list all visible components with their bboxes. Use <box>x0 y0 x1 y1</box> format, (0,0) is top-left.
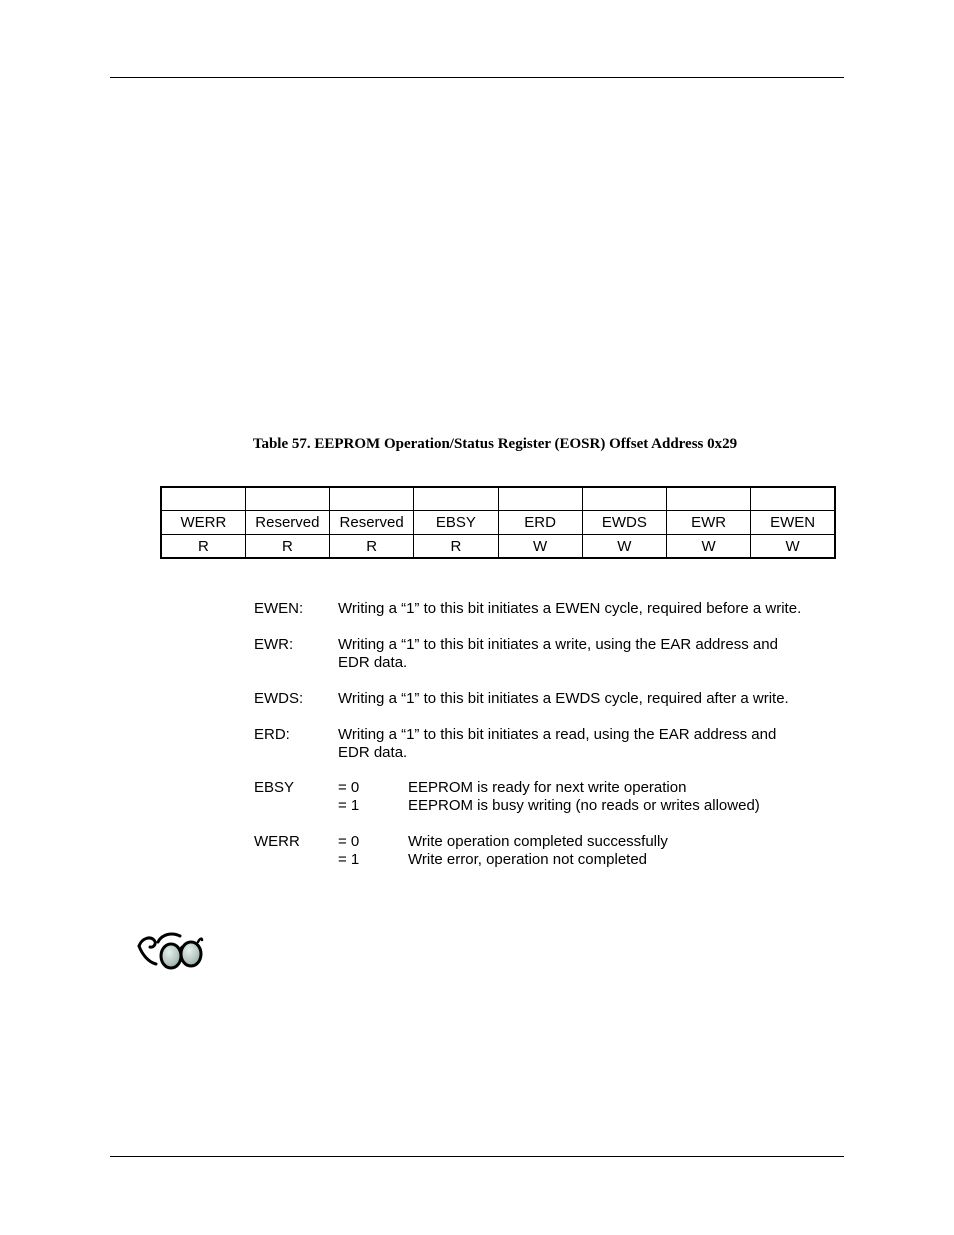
header-rule <box>110 77 844 78</box>
definition-term: WERR <box>254 833 300 850</box>
bit-cell <box>667 487 751 511</box>
value-label: = 0 <box>338 779 360 796</box>
access-cell: W <box>498 535 582 559</box>
definition-term: EBSY <box>254 779 295 796</box>
table-caption: Table 57. EEPROM Operation/Status Register (EOSR) Offset Address 0x29 <box>252 436 738 452</box>
definition-term: ERD: <box>254 726 290 743</box>
access-cell: R <box>245 535 329 559</box>
field-name-row <box>161 511 835 535</box>
definition-text: EDR data. <box>338 744 408 761</box>
reading-glasses-icon <box>136 926 204 972</box>
definition-term: EWDS: <box>254 690 304 707</box>
definition-text: Writing a “1” to this bit initiates a read, using the EAR address and <box>338 726 777 743</box>
field-name-cell: EBSY <box>414 511 498 535</box>
definition-term: EWR: <box>254 636 294 653</box>
value-description: EEPROM is busy writing (no reads or writes allowed) <box>408 797 760 814</box>
value-description: Write error, operation not completed <box>408 851 648 868</box>
access-cell: W <box>582 535 666 559</box>
footer-rule <box>110 1156 844 1157</box>
access-cell: R <box>330 535 414 559</box>
bit-cell <box>330 487 414 511</box>
field-name-cell: Reserved <box>330 511 414 535</box>
bit-cell <box>582 487 666 511</box>
field-name-cell: Reserved <box>245 511 329 535</box>
access-cell: W <box>751 535 835 559</box>
bit-cell <box>498 487 582 511</box>
definition-text: Writing a “1” to this bit initiates a EWEN cycle, required before a write. <box>338 600 802 617</box>
definition-term: EWEN: <box>254 600 304 617</box>
definition-text: Writing a “1” to this bit initiates a EWDS cycle, required after a write. <box>338 690 789 707</box>
value-label: = 1 <box>338 797 360 814</box>
bit-cell <box>414 487 498 511</box>
definition-text: Writing a “1” to this bit initiates a write, using the EAR address and <box>338 636 778 653</box>
access-cell: W <box>667 535 751 559</box>
bit-number-row <box>161 487 835 511</box>
access-cell: R <box>161 535 245 559</box>
bit-cell <box>245 487 329 511</box>
definition-text: EDR data. <box>338 654 408 671</box>
bit-cell <box>751 487 835 511</box>
access-row <box>161 535 835 559</box>
value-description: Write operation completed successfully <box>408 833 668 850</box>
value-label: = 1 <box>338 851 360 868</box>
field-name-cell: ERD <box>498 511 582 535</box>
value-description: EEPROM is ready for next write operation <box>408 779 687 796</box>
value-label: = 0 <box>338 833 360 850</box>
field-name-cell: EWDS <box>582 511 666 535</box>
access-cell: R <box>414 535 498 559</box>
bit-cell <box>161 487 245 511</box>
field-name-cell: EWEN <box>751 511 835 535</box>
field-name-cell: EWR <box>667 511 751 535</box>
field-name-cell: WERR <box>161 511 245 535</box>
register-table <box>160 486 836 559</box>
